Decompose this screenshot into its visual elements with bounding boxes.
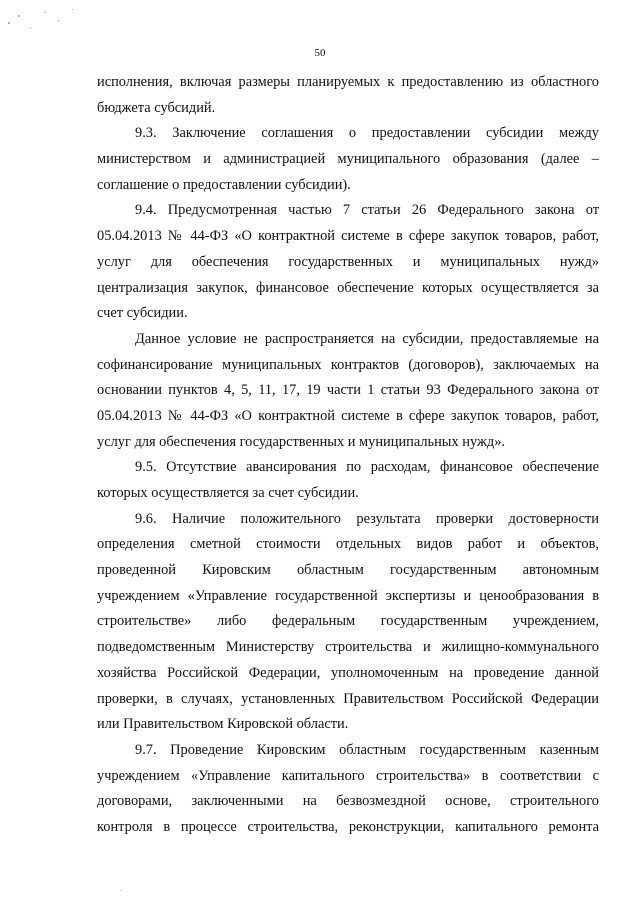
page-number: 50 [314, 47, 326, 59]
text-line: 9.3. Заключение соглашения о предоставлении субсидии между [135, 125, 599, 142]
scan-speck [30, 28, 31, 29]
text-line: контроля в процессе строительства, реконструкции, капитального ремонта [97, 818, 599, 835]
scan-speck [58, 20, 59, 22]
paragraph [97, 455, 599, 506]
text-line: соглашение о предоставлении субсидии). [97, 176, 351, 193]
text-line: бюджета субсидий. [97, 99, 216, 116]
text-line: основании пунктов 4, 5, 11, 17, 19 части 1 статьи 93 Федерального закона от [97, 382, 599, 399]
paragraph [97, 121, 599, 198]
text-line: строительстве» либо федеральным государственным учреждением, [97, 613, 599, 630]
text-line: услуг для обеспечения государственных и муниципальных нужд» [97, 253, 599, 270]
text-line: централизация закупок, финансовое обеспечение которых осуществляется за [97, 279, 599, 296]
paragraph [97, 70, 599, 121]
scan-speck [72, 9, 73, 10]
text-line: 9.6. Наличие положительного результата проверки достоверности [135, 510, 599, 527]
text-line: исполнения, включая размеры планируемых к предоставлению из областного [97, 74, 599, 90]
paragraph [97, 198, 599, 326]
text-line: софинансирование муниципальных контрактов (договоров), заключаемых на [97, 356, 599, 373]
text-line: услуг для обеспечения государственных и муниципальных нужд». [97, 433, 506, 450]
text-line: 05.04.2013 № 44-ФЗ «О контрактной системе в сфере закупок товаров, работ, [97, 407, 599, 424]
text-line: учреждением «Управление капитального строительства» в соответствии с [97, 767, 599, 784]
paragraph [97, 507, 599, 738]
text-line: Данное условие не распространяется на субсидии, предоставляемые на [135, 330, 599, 347]
text-line: договорами, заключенными на безвозмездной основе, строительного [97, 793, 599, 810]
text-line: определения сметной стоимости отдельных видов работ и объектов, [97, 536, 599, 553]
text-line: проведенной Кировским областным государственным автономным [97, 562, 599, 579]
text-line: 9.5. Отсутствие авансирования по расходам, финансовое обеспечение [135, 459, 599, 476]
text-line: счет субсидии. [97, 305, 188, 322]
text-line: 9.4. Предусмотренная частью 7 статьи 26 Федерального закона от [135, 202, 599, 219]
text-line: проверки, в случаях, установленных Правительством Российской Федерации [97, 690, 599, 707]
text-line: хозяйства Российской Федерации, уполномоченным на проведение данной [97, 664, 599, 681]
scan-speck [44, 12, 46, 13]
document-body [97, 70, 599, 841]
text-line: 9.7. Проведение Кировским областным государственным казенным [135, 741, 599, 758]
scan-speck [120, 890, 121, 891]
text-line: которых осуществляется за счет субсидии. [97, 485, 359, 501]
text-line: или Правительством Кировской области. [97, 716, 349, 733]
text-line: 05.04.2013 № 44-ФЗ «О контрактной системе в сфере закупок товаров, работ, [97, 228, 599, 245]
text-line: подведомственным Министерству строительства и жилищно-коммунального [97, 639, 599, 656]
scan-speck [18, 15, 20, 17]
paragraph [97, 327, 599, 455]
paragraph [97, 738, 599, 841]
scan-speck [8, 22, 10, 24]
text-line: министерством и администрацией муниципального образования (далее – [97, 151, 599, 168]
text-line: учреждением «Управление государственной экспертизы и ценообразования в [97, 587, 599, 604]
